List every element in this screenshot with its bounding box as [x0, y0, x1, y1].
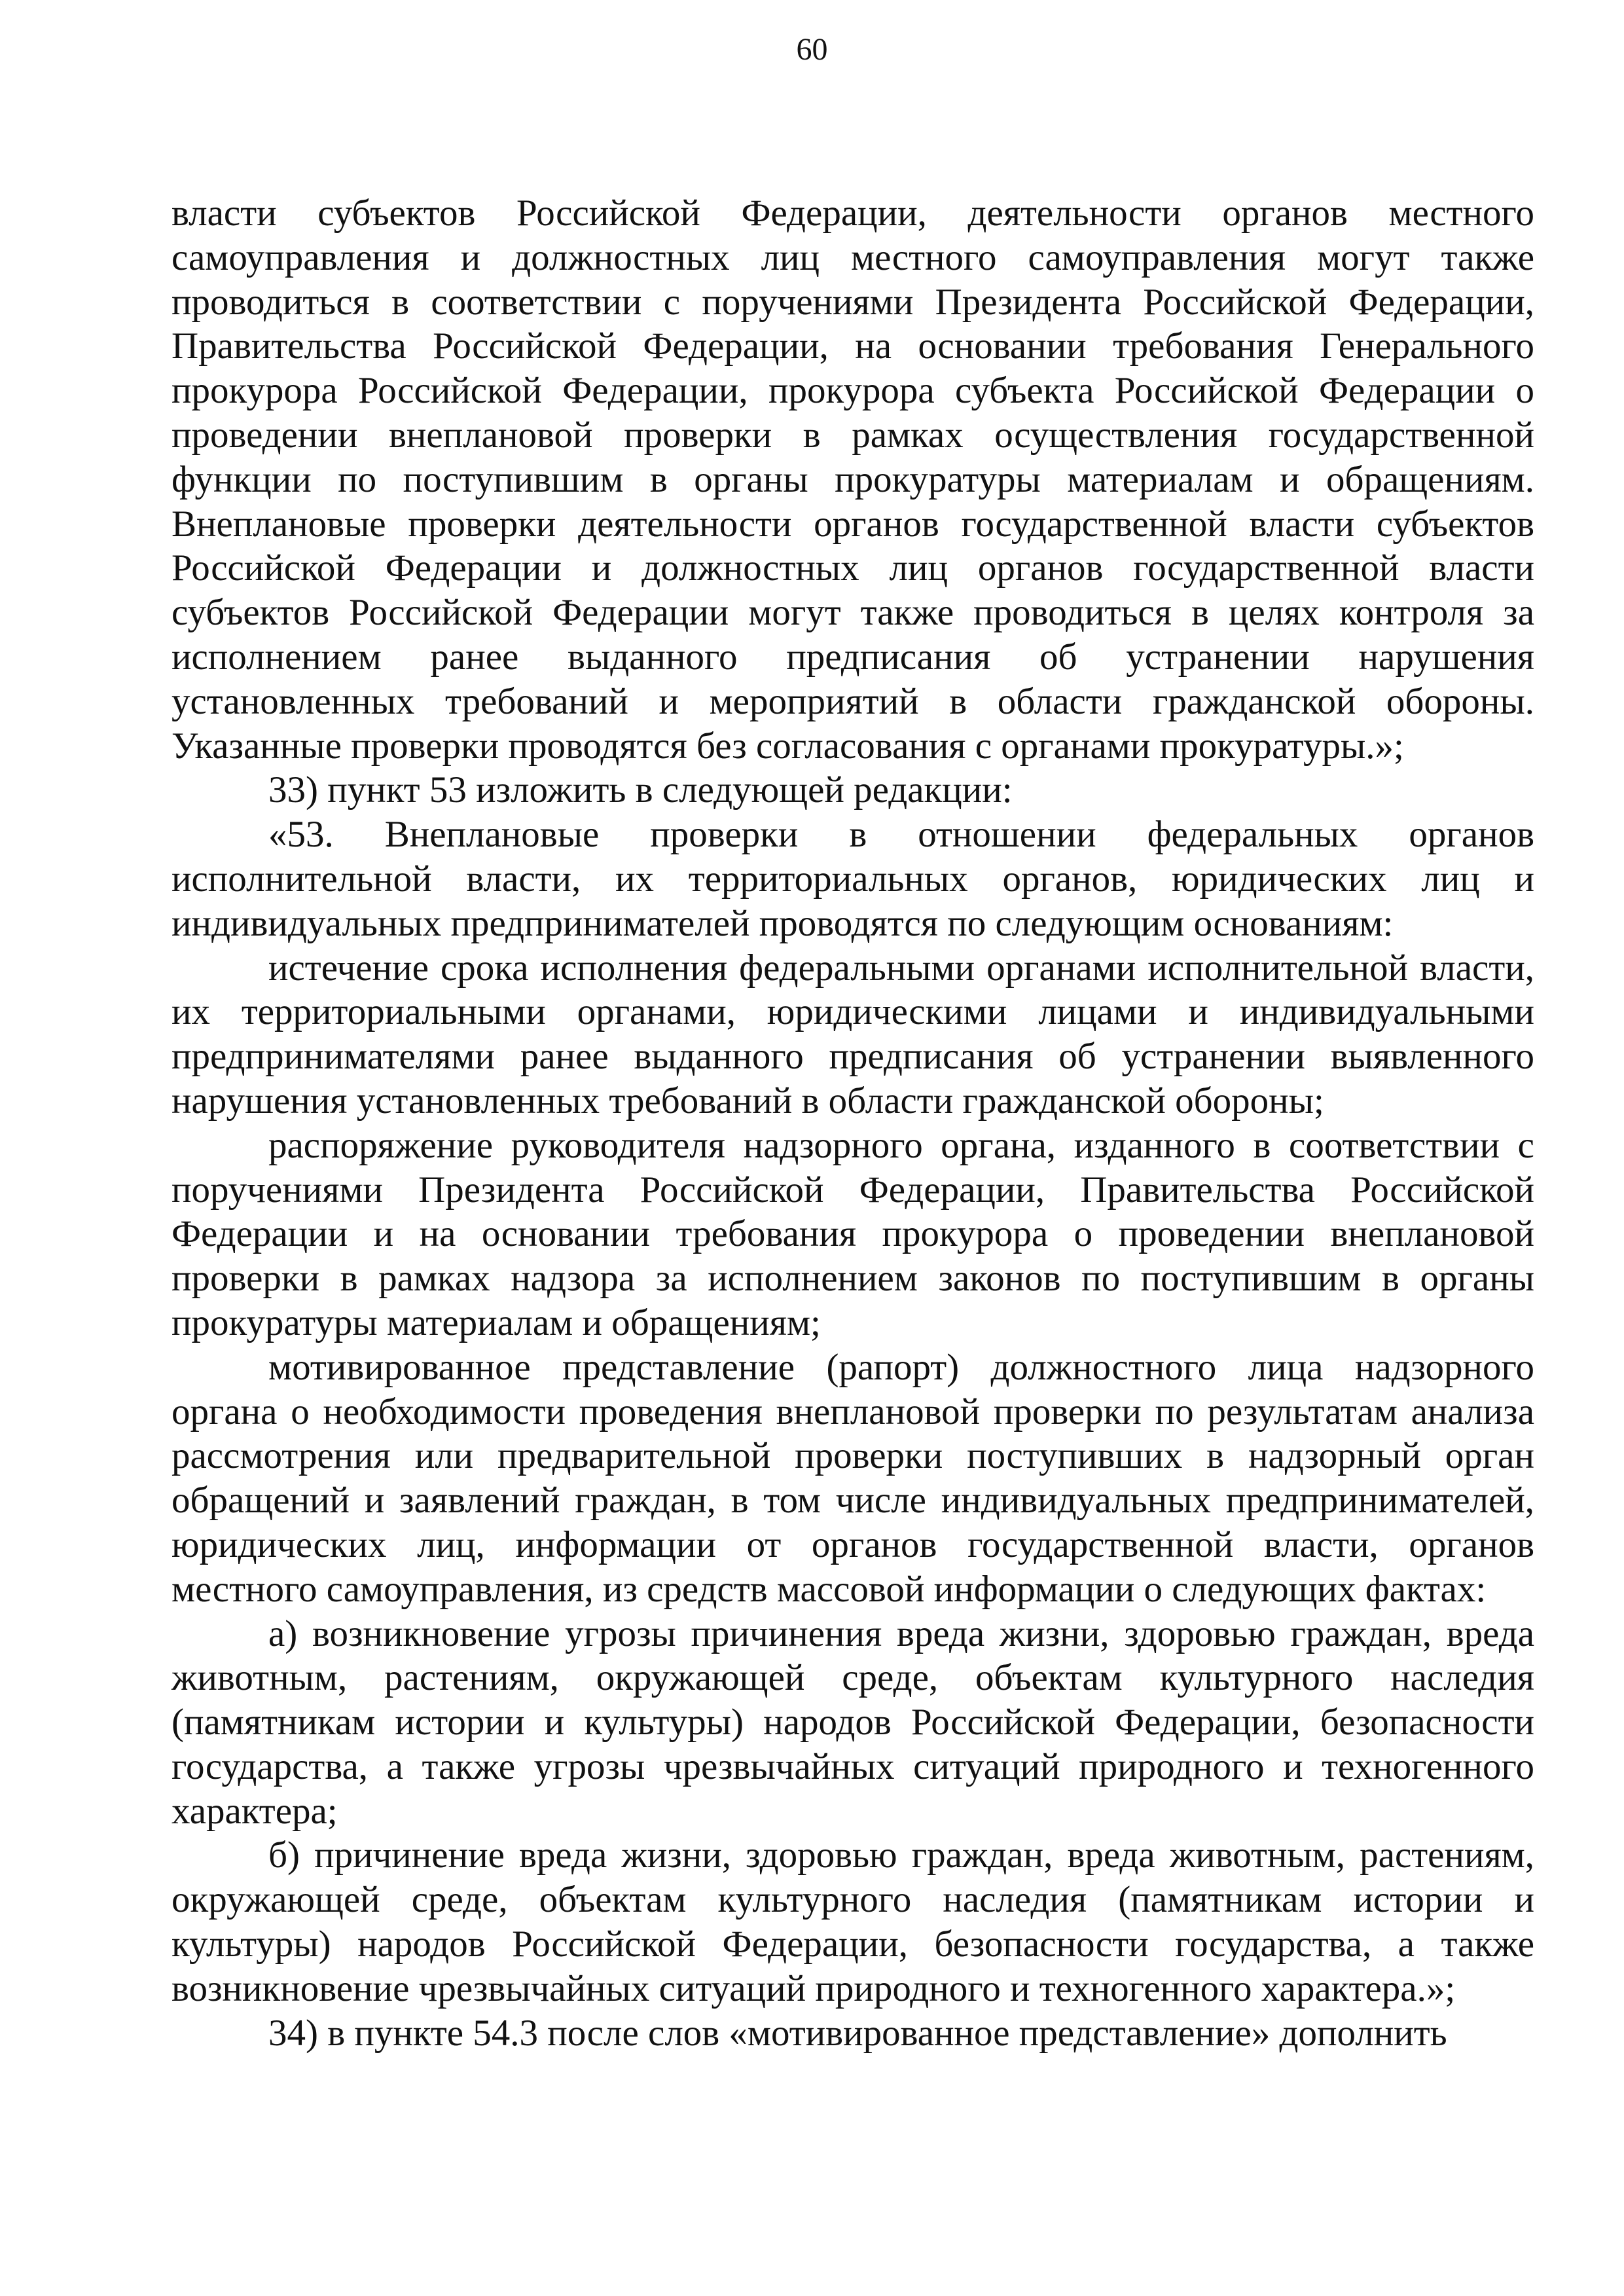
paragraph-item-34: 34) в пункте 54.3 после слов «мотивированное представление» дополнить: [268, 2012, 1447, 2054]
document-body: [171, 191, 1534, 2055]
paragraph-ground-report: мотивированное представление (рапорт) должностного лица надзорного органа о необходимости проведения внеплановой проверки по результатам анализа рассмотрения или предварительной проверки поступивших в надзорный орган обращений и заявлений граждан, в том числе индивидуальных предпринимателей, юридических лиц, информации от органов государственной власти, органов местного самоуправления, из средств массовой информации о следующих фактах:: [171, 1346, 1534, 1610]
paragraph-ground-deadline: истечение срока исполнения федеральными органами исполнительной власти, их территориальными органами, юридическими лицами и индивидуальными предпринимателями ранее выданного предписания об устранении выявленного нарушения установленных требований в области гражданской обороны;: [171, 947, 1534, 1121]
paragraph-continuation: власти субъектов Российской Федерации, деятельности органов местного самоуправления и должностных лиц местного самоуправления могут также проводиться в соответствии с поручениями Президента Российской Федерации, Правительства Российской Федерации, на основании требования Генерального прокурора Российской Федерации, прокурора субъекта Российской Федерации о проведении внеплановой проверки в рамках осуществления государственной функции по поступившим в органы прокуратуры материалам и обращениям. Внеплановые проверки деятельности органов государственной власти субъектов Российской Федерации и должностных лиц органов государственной власти субъектов Российской Федерации могут также проводиться в целях контроля за исполнением ранее выданного предписания об устранении нарушения установленных требований и мероприятий в области гражданской обороны. Указанные проверки проводятся без согласования с органами прокуратуры.»;: [171, 192, 1534, 767]
paragraph-fact-a: а) возникновение угрозы причинения вреда жизни, здоровью граждан, вреда животным, растениям, окружающей среде, объектам культурного наследия (памятникам истории и культуры) народов Российской Федерации, безопасности государства, а также угрозы чрезвычайных ситуаций природного и техногенного характера;: [171, 1613, 1534, 1832]
page-number: 60: [796, 32, 828, 67]
paragraph-item-33: 33) пункт 53 изложить в следующей редакции:: [268, 769, 1013, 811]
paragraph-fact-b: б) причинение вреда жизни, здоровью граждан, вреда животным, растениям, окружающей среде, объектам культурного наследия (памятникам истории и культуры) народов Российской Федерации, безопасности государства, а также возникновение чрезвычайных ситуаций природного и техногенного характера.»;: [171, 1834, 1534, 2009]
paragraph-ground-order: распоряжение руководителя надзорного органа, изданного в соответствии с поручениями Президента Российской Федерации, Правительства Российской Федерации и на основании требования прокурора о проведении внеплановой проверки в рамках надзора за исполнением законов по поступившим в органы прокуратуры материалам и обращениям;: [171, 1124, 1534, 1343]
paragraph-clause-53: «53. Внеплановые проверки в отношении федеральных органов исполнительной власти, их территориальных органов, юридических лиц и индивидуальных предпринимателей проводятся по следующим основаниям:: [171, 814, 1534, 944]
